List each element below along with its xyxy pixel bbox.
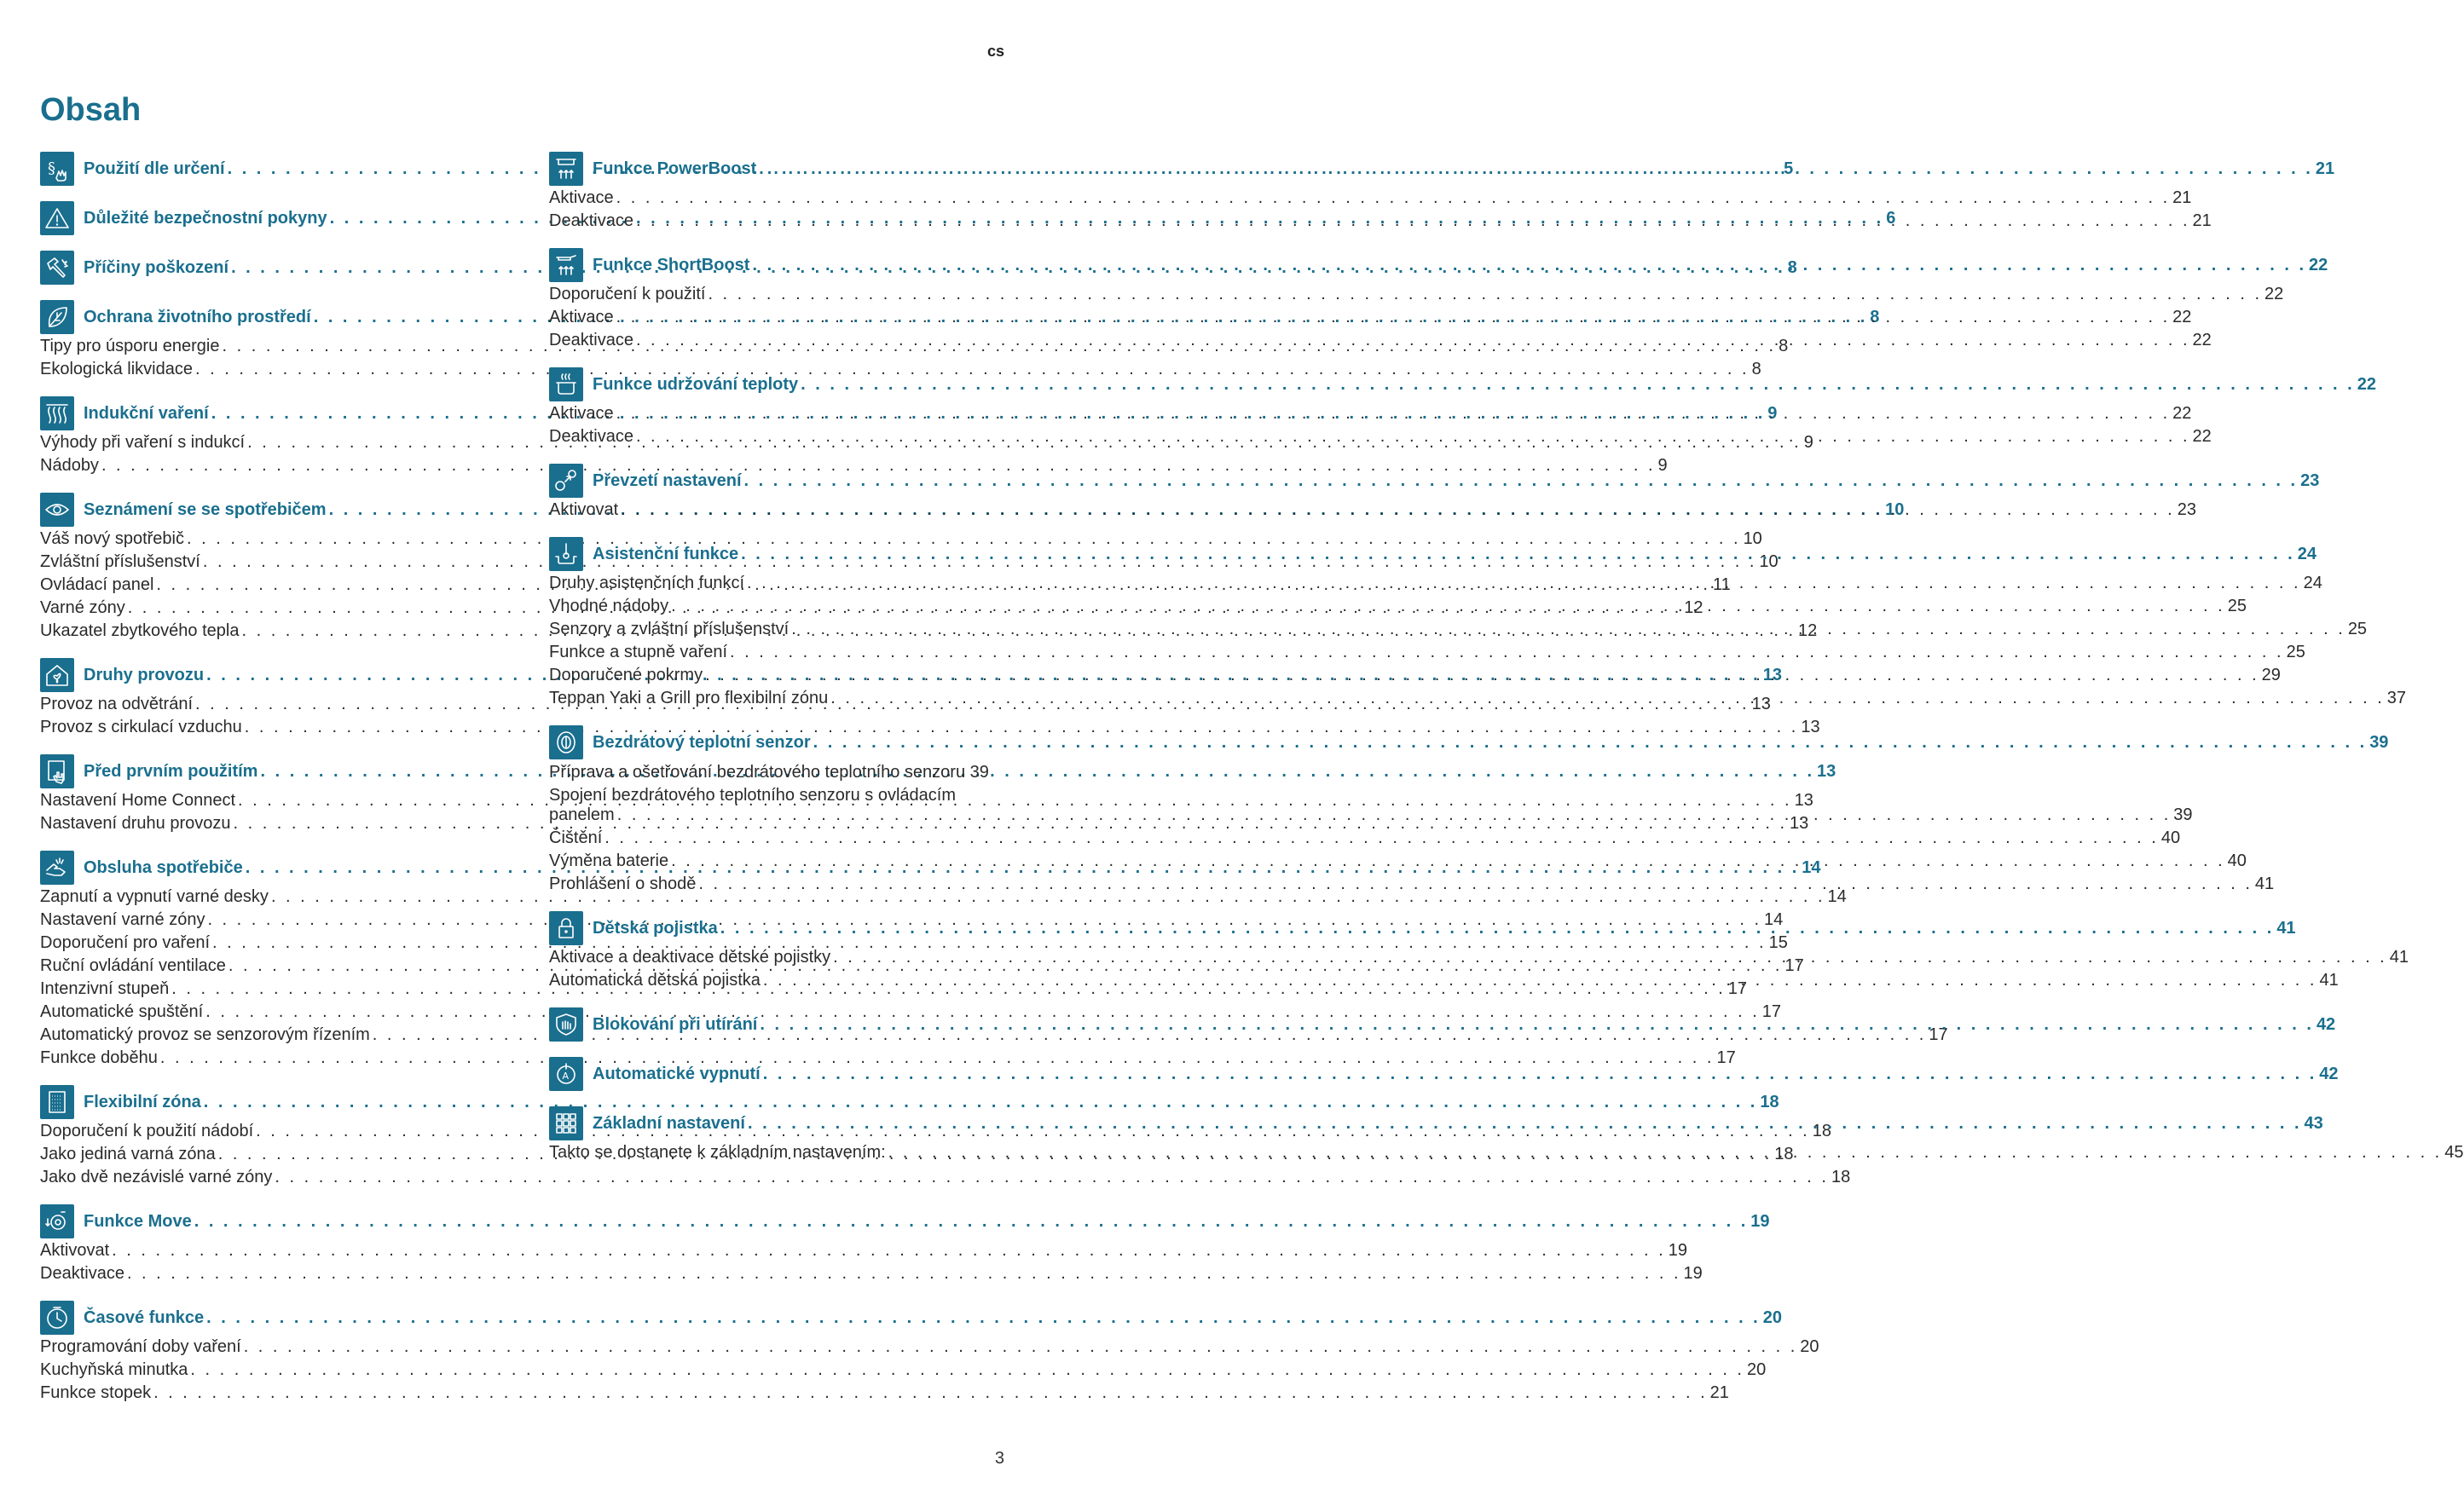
dot-leader bbox=[260, 762, 1814, 782]
section-title-link-page: 14 bbox=[1802, 857, 1821, 877]
section-title-link-page: 8 bbox=[1787, 257, 1797, 277]
dot-leader bbox=[744, 471, 2299, 491]
toc-entry-label: Ovládací panel bbox=[40, 575, 154, 594]
toc-entry-page: 25 bbox=[2347, 620, 2368, 638]
toc-entry-label: Intenzivní stupeň bbox=[40, 979, 170, 998]
section-heading bbox=[549, 366, 2376, 403]
toc-entry[interactable] bbox=[40, 1360, 1767, 1383]
dot-leader bbox=[244, 1337, 1798, 1357]
section-title-link[interactable] bbox=[593, 256, 2328, 275]
toc-entry-label: Váš nový spotřebič bbox=[40, 529, 184, 548]
child-lock-icon bbox=[549, 911, 583, 945]
toc-entry-page: 41 bbox=[2319, 971, 2339, 990]
toc-entry-label: Programování doby vaření bbox=[40, 1337, 241, 1356]
toc-entry-label: Doporučení k použití nádobí bbox=[40, 1122, 254, 1140]
keep-warm-icon bbox=[549, 367, 583, 401]
toc-entry-label: Kuchyňská minutka bbox=[40, 1360, 188, 1379]
toc-entry[interactable] bbox=[549, 188, 2192, 211]
dot-leader bbox=[747, 574, 2301, 593]
toc-entry-label: Provoz s cirkulací vzduchu bbox=[40, 718, 242, 736]
manual-hand-icon bbox=[40, 754, 74, 788]
section-title-link-page: 9 bbox=[1767, 403, 1778, 423]
section-title-link-page: 41 bbox=[2276, 918, 2296, 938]
section-heading bbox=[40, 1203, 1770, 1240]
toc-entry-label: Čištění bbox=[549, 828, 603, 847]
toc-entry-label: Doporučené pokrmy bbox=[549, 666, 703, 684]
toc-entry[interactable] bbox=[549, 211, 2212, 234]
eye-icon bbox=[40, 493, 74, 527]
toc-entry-label: Druhy asistenčních funkcí bbox=[549, 574, 744, 592]
dot-leader bbox=[763, 1065, 2317, 1084]
toc-entry-long[interactable]: Příprava a ošetřování bezdrátového teplotního senzoru 39 bbox=[549, 763, 989, 782]
section-title-link-page: 8 bbox=[1870, 307, 1880, 326]
section-title-link-label: Indukční vaření bbox=[84, 403, 209, 423]
toc-entry[interactable] bbox=[40, 1337, 1819, 1360]
section-title-link-label: Funkce ShortBoost bbox=[593, 255, 750, 274]
toc-entry-label: Výhody při vaření s indukcí bbox=[40, 433, 246, 452]
section-title-link-page: 24 bbox=[2297, 544, 2317, 563]
wireless-sensor-icon bbox=[549, 725, 583, 759]
section-title-link-label: Blokování při utírání bbox=[593, 1014, 758, 1034]
toc-section-funkce-move bbox=[40, 1203, 1770, 1287]
toc-entry-page: 10 bbox=[1759, 552, 1779, 571]
toc-entry[interactable] bbox=[40, 1025, 1948, 1048]
section-title-link-label: Seznámení se se spotřebičem bbox=[84, 499, 327, 519]
page-title: Obsah bbox=[40, 92, 142, 128]
hammer-damage-icon bbox=[40, 251, 74, 285]
toc-entry[interactable] bbox=[40, 1383, 1729, 1406]
section-title-link-page: 21 bbox=[2315, 159, 2335, 178]
toc-entry-label: Provoz na odvětrání bbox=[40, 695, 193, 713]
toc-section-funkce-powerboost bbox=[549, 150, 2335, 234]
toc-entry-page: 37 bbox=[2386, 689, 2407, 707]
toc-entry-label: Ruční ovládání ventilace bbox=[40, 956, 226, 975]
section-title-link-label: Důležité bezpečnostní pokyny bbox=[84, 208, 327, 228]
toc-entry-page: 29 bbox=[2261, 666, 2281, 684]
toc-entry-label: Teppan Yaki a Grill pro flexibilní zónu bbox=[549, 689, 829, 707]
pot-arrows-up-icon bbox=[549, 152, 583, 186]
section-heading bbox=[549, 462, 2320, 499]
toc-entry[interactable] bbox=[40, 1048, 1736, 1071]
dot-leader bbox=[801, 375, 2355, 395]
dot-leader bbox=[791, 620, 2345, 639]
section-title-link-label: Funkce Move bbox=[84, 1211, 192, 1231]
dot-leader bbox=[720, 919, 2275, 938]
toc-entry-label: Senzory a zvláštní příslušenství bbox=[549, 620, 790, 638]
toc-entry-page: 13 bbox=[1790, 814, 1809, 833]
toc-entry-label: Aktivace a deaktivace dětské pojistky bbox=[549, 948, 831, 967]
toc-entry-page: 17 bbox=[1929, 1025, 1948, 1044]
toc-entry-page: 22 bbox=[2192, 331, 2212, 349]
dot-leader bbox=[604, 828, 2159, 848]
toc-section-funkce-shortboost bbox=[549, 246, 2328, 354]
warning-triangle-icon bbox=[40, 201, 74, 235]
dot-leader bbox=[616, 404, 2171, 424]
toc-entry-page: 21 bbox=[1709, 1383, 1729, 1402]
toc-entry-label: Aktivovat bbox=[549, 500, 619, 519]
dot-leader bbox=[206, 1308, 1761, 1328]
toc-entry-label: Nastavení Home Connect bbox=[40, 791, 236, 810]
section-title-link[interactable] bbox=[84, 1308, 1782, 1328]
section-title-link-page: 42 bbox=[2316, 1014, 2336, 1034]
section-title-link-label: Základní nastavení bbox=[593, 1113, 745, 1133]
section-title-link[interactable] bbox=[593, 375, 2376, 395]
toc-entry[interactable] bbox=[40, 360, 1761, 383]
toc-entry-page: 14 bbox=[1827, 887, 1847, 906]
section-title-link-page: 13 bbox=[1762, 665, 1782, 684]
dot-leader bbox=[275, 1168, 1829, 1187]
toc-entry-label: Zvláštní příslušenství bbox=[40, 552, 200, 571]
section-title-link-page: 6 bbox=[1886, 208, 1896, 228]
dot-leader bbox=[190, 1360, 1744, 1380]
section-title-link-page: 13 bbox=[1817, 761, 1836, 781]
toc-entry-page: 8 bbox=[1779, 337, 1789, 355]
toc-entry-long-first-line: Spojení bezdrátového teplotního senzoru s ovládacím bbox=[549, 786, 956, 805]
pan-arrows-up-icon bbox=[549, 248, 583, 282]
toc-entry[interactable] bbox=[549, 427, 2212, 450]
toc-entry-label: Deaktivace bbox=[549, 211, 633, 230]
toc-entry-page: 10 bbox=[1743, 529, 1762, 548]
toc-entry-label: Jako jediná varná zóna bbox=[40, 1145, 216, 1163]
section-title-link-label: Před prvním použitím bbox=[84, 761, 258, 781]
basic-settings-grid-icon bbox=[549, 1106, 583, 1140]
section-title-link-label: Bezdrátový teplotní senzor bbox=[593, 732, 811, 752]
toc-entry-page: 19 bbox=[1683, 1264, 1703, 1283]
toc-entry-page: 13 bbox=[1801, 718, 1820, 736]
toc-entry-page: 22 bbox=[2172, 404, 2192, 423]
section-title-link-page: 22 bbox=[2309, 255, 2328, 274]
section-title-link-page: 5 bbox=[1784, 159, 1794, 178]
toc-entry-page: 24 bbox=[2303, 574, 2322, 592]
section-title-link-page: 39 bbox=[2369, 732, 2389, 752]
section-title-link-page: 22 bbox=[2357, 374, 2376, 394]
transfer-settings-icon bbox=[549, 464, 583, 498]
toc-entry-page: 14 bbox=[1764, 910, 1784, 929]
section-title-link-label: Druhy provozu bbox=[84, 665, 205, 684]
section-title-link-page: 20 bbox=[1762, 1307, 1782, 1327]
toc-entry[interactable] bbox=[549, 285, 2284, 308]
hand-operate-icon bbox=[40, 851, 74, 885]
toc-entry-page: 19 bbox=[1668, 1241, 1687, 1260]
toc-entry-label: Ukazatel zbytkového tepla bbox=[40, 621, 240, 640]
section-title-link-label: Asistenční funkce bbox=[593, 544, 739, 563]
section-title-link[interactable] bbox=[593, 471, 2319, 491]
toc-entry-page: 20 bbox=[1747, 1360, 1767, 1379]
toc-entry[interactable] bbox=[40, 718, 1820, 741]
toc-entry[interactable] bbox=[549, 828, 2181, 851]
toc-entry-label: Automatický provoz se senzorovým řízením bbox=[40, 1025, 370, 1044]
dot-leader bbox=[748, 1114, 2302, 1134]
toc-entry-page: 18 bbox=[1831, 1168, 1851, 1186]
toc-entry-label: Zapnutí a vypnutí varné desky bbox=[40, 887, 269, 906]
toc-entry-page: 22 bbox=[2192, 427, 2212, 446]
toc-entry-label: panelem bbox=[549, 805, 615, 824]
house-fan-icon bbox=[40, 658, 74, 692]
toc-entry-page: 45 bbox=[2444, 1143, 2464, 1162]
toc-entry-page: 40 bbox=[2160, 828, 2181, 847]
dot-leader bbox=[741, 545, 2295, 564]
dot-leader bbox=[759, 159, 2313, 179]
section-title-link[interactable] bbox=[593, 1114, 2323, 1134]
dot-leader bbox=[671, 851, 2225, 871]
section-title-link[interactable] bbox=[593, 919, 2296, 938]
toc-entry-label: Automatické spuštění bbox=[40, 1002, 204, 1021]
auto-off-icon bbox=[549, 1057, 583, 1091]
induction-coil-icon bbox=[40, 396, 74, 430]
dot-leader bbox=[752, 256, 2306, 275]
toc-entry-page: 22 bbox=[2172, 308, 2192, 326]
dot-leader bbox=[671, 597, 2225, 616]
section-heading bbox=[549, 150, 2335, 188]
section-title-link[interactable] bbox=[593, 545, 2317, 564]
toc-entry-label: Takto se dostanete k základním nastavením: bbox=[549, 1143, 886, 1162]
toc-entry[interactable] bbox=[40, 529, 1762, 552]
toc-entry-page: 39 bbox=[2173, 805, 2193, 824]
toc-entry-label: Deaktivace bbox=[40, 1264, 124, 1283]
toc-entry-page: 25 bbox=[2286, 643, 2305, 661]
toc-entry-page: 17 bbox=[1716, 1048, 1736, 1067]
section-title-link-label: Časové funkce bbox=[84, 1307, 205, 1327]
dot-leader bbox=[194, 1212, 1749, 1232]
toc-entry-page: 9 bbox=[1803, 433, 1813, 452]
section-title-link[interactable] bbox=[593, 1065, 2339, 1084]
section-title-link-page: 10 bbox=[1885, 499, 1905, 519]
dot-leader bbox=[636, 331, 2190, 350]
svg-text:A: A bbox=[562, 1071, 570, 1082]
toc-section-funkce-udrzovani-teploty bbox=[549, 366, 2376, 450]
toc-entry[interactable] bbox=[40, 887, 1847, 910]
section-title-link-label: Ochrana životního prostředí bbox=[84, 307, 311, 326]
paragraph-hand-icon bbox=[40, 152, 74, 186]
toc-entry-label: Varné zóny bbox=[40, 598, 125, 617]
dot-leader bbox=[698, 874, 2253, 894]
leaf-icon bbox=[40, 300, 74, 334]
dot-leader bbox=[830, 689, 2385, 708]
toc-entry-label: Nádoby bbox=[40, 456, 99, 475]
toc-entry-page: 20 bbox=[1800, 1337, 1819, 1356]
toc-entry-label: Funkce doběhu bbox=[40, 1048, 158, 1067]
wipe-protection-icon bbox=[549, 1007, 583, 1042]
section-title-link-label: Automatické vypnutí bbox=[593, 1064, 761, 1083]
toc-entry[interactable] bbox=[549, 331, 2212, 354]
section-title-link[interactable] bbox=[84, 1212, 1770, 1232]
clock-icon bbox=[40, 1301, 74, 1335]
dot-leader bbox=[636, 208, 2190, 231]
toc-entry[interactable] bbox=[549, 308, 2192, 331]
section-title-link[interactable] bbox=[593, 733, 2388, 753]
svg-text:§: § bbox=[48, 159, 55, 177]
toc-entry-page: 17 bbox=[1784, 956, 1804, 975]
toc-entry[interactable] bbox=[549, 404, 2192, 427]
dot-leader bbox=[888, 1143, 2443, 1163]
section-title-link-page: 42 bbox=[2319, 1064, 2339, 1083]
section-title-link[interactable] bbox=[593, 159, 2334, 179]
toc-entry-label: Prohlášení o shodě bbox=[549, 874, 697, 893]
section-title-link-label: Převzetí nastavení bbox=[593, 470, 742, 490]
toc-entry[interactable] bbox=[40, 1168, 1851, 1191]
flexible-zone-icon bbox=[40, 1085, 74, 1119]
toc-entry-label: Aktivace bbox=[549, 404, 614, 423]
toc-entry[interactable] bbox=[40, 933, 1788, 956]
toc-entry[interactable] bbox=[40, 456, 1668, 479]
move-pot-icon bbox=[40, 1204, 74, 1238]
toc-section-casove-funkce bbox=[40, 1299, 1819, 1406]
toc-entry-label: Aktivovat bbox=[40, 1241, 110, 1260]
toc-entry-page: 12 bbox=[1798, 621, 1818, 640]
section-title-link-page: 19 bbox=[1750, 1211, 1770, 1231]
dot-leader bbox=[112, 1241, 1666, 1261]
section-title-link-label: Flexibilní zóna bbox=[84, 1092, 201, 1111]
dot-leader bbox=[833, 948, 2387, 967]
toc-entry-label: Tipy pro úsporu energie bbox=[40, 337, 220, 355]
toc-entry[interactable] bbox=[40, 1241, 1687, 1264]
dot-leader bbox=[617, 805, 2172, 825]
section-title-link[interactable] bbox=[593, 1015, 2335, 1035]
toc-entry-label: Aktivace bbox=[549, 308, 614, 326]
toc-entry-label: Jako dvě nezávislé varné zóny bbox=[40, 1168, 273, 1186]
section-title-link-label: Dětská pojistka bbox=[593, 918, 718, 938]
toc-entry-page: 8 bbox=[1751, 360, 1761, 378]
toc-entry-label: Doporučení pro vaření bbox=[40, 933, 211, 952]
toc-entry-page: 18 bbox=[1812, 1122, 1831, 1140]
page-number: 3 bbox=[994, 1449, 1004, 1468]
toc-entry-page: 22 bbox=[2264, 285, 2284, 303]
toc-entry-page: 15 bbox=[1768, 933, 1788, 952]
toc-entry-page: 41 bbox=[2254, 874, 2275, 893]
toc-entry-label: Vhodné nádoby bbox=[549, 597, 669, 615]
toc-entry-page: 21 bbox=[2172, 188, 2192, 207]
toc-entry-page: 17 bbox=[1727, 979, 1748, 998]
toc-entry-label: Doporučení k použití bbox=[549, 285, 706, 303]
section-heading bbox=[549, 246, 2328, 284]
toc-entry-page: 11 bbox=[1713, 575, 1731, 594]
language-code: cs bbox=[986, 43, 1004, 60]
dot-leader bbox=[153, 1383, 1708, 1403]
toc-entry[interactable] bbox=[40, 1264, 1703, 1287]
toc-entry-page: 17 bbox=[1761, 1002, 1782, 1021]
dot-leader bbox=[621, 500, 2175, 520]
toc-entry-label: Ekologická likvidace bbox=[40, 360, 193, 378]
toc-entry-label: Funkce a stupně vaření bbox=[549, 643, 728, 661]
dot-leader bbox=[760, 1015, 2314, 1035]
dot-leader bbox=[730, 643, 2284, 662]
toc-entry-page: 13 bbox=[1751, 695, 1771, 713]
toc-entry-label: Automatická dětská pojistka bbox=[549, 971, 761, 990]
toc-entry[interactable] bbox=[549, 643, 2305, 666]
toc-entry-label: Výměna baterie bbox=[549, 851, 669, 870]
section-heading bbox=[40, 1299, 1782, 1336]
section-title-link-page: 18 bbox=[1760, 1092, 1779, 1111]
section-title-link-label: Použití dle určení bbox=[84, 159, 225, 178]
toc-entry-page: 12 bbox=[1684, 598, 1703, 617]
dot-leader bbox=[813, 733, 2368, 753]
dot-leader bbox=[708, 285, 2262, 304]
toc-entry-label: Funkce stopek bbox=[40, 1383, 152, 1402]
toc-entry-page: 25 bbox=[2227, 597, 2247, 615]
toc-entry-label: Nastavení druhu provozu bbox=[40, 814, 231, 833]
toc-entry-label: Deaktivace bbox=[549, 331, 633, 349]
dot-leader bbox=[636, 427, 2190, 447]
dot-leader bbox=[616, 308, 2171, 327]
dot-leader bbox=[616, 188, 2171, 208]
section-title-link-label: Příčiny poškození bbox=[84, 257, 229, 277]
section-title-link-page: 43 bbox=[2304, 1113, 2323, 1133]
toc-entry-label: Aktivace bbox=[549, 188, 614, 207]
dot-leader bbox=[763, 971, 2317, 990]
toc-entry-page: 18 bbox=[1774, 1145, 1794, 1163]
toc-entry-page: 21 bbox=[2192, 211, 2212, 230]
dot-leader bbox=[127, 1264, 1681, 1284]
section-title-link-page: 23 bbox=[2300, 470, 2320, 490]
thermometer-pan-icon bbox=[549, 537, 583, 571]
toc-entry-page: 40 bbox=[2227, 851, 2247, 870]
toc-entry-label: Deaktivace bbox=[549, 427, 633, 446]
toc-entry-page: 41 bbox=[2389, 948, 2409, 967]
dot-leader bbox=[705, 666, 2259, 685]
toc-entry-page: 13 bbox=[1794, 791, 1813, 810]
section-heading bbox=[40, 1083, 1779, 1121]
section-title-link-label: Funkce udržování teploty bbox=[593, 374, 799, 394]
section-title-link-label: Funkce PowerBoost bbox=[593, 159, 757, 178]
section-title-link-label: Obsluha spotřebiče bbox=[84, 857, 243, 877]
toc-entry-page: 9 bbox=[1657, 456, 1668, 475]
toc-entry-label: Nastavení varné zóny bbox=[40, 910, 205, 929]
toc-entry-page: 23 bbox=[2177, 500, 2196, 519]
